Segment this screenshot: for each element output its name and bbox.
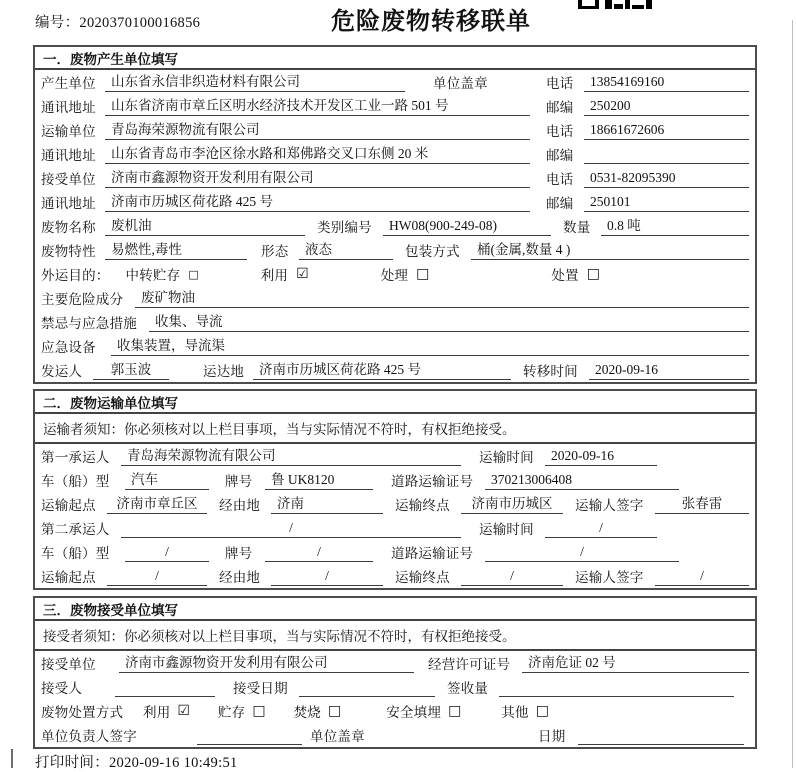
taboo-measures-value: 收集、导流 <box>149 312 749 332</box>
second-vehicle-type-label: 车（船）型 <box>41 546 110 561</box>
business-license-label: 经营许可证号 <box>428 657 511 672</box>
purpose-use-checkbox: ☑ <box>296 266 309 282</box>
row-transporter-address <box>35 142 755 166</box>
print-time-value: 2020-09-16 10:49:51 <box>109 755 238 771</box>
receiver-zip-label: 邮编 <box>546 196 574 211</box>
transporter-address-value: 山东省青岛市李沧区徐水路和郑佛路交叉口东侧 20 米 <box>105 144 530 164</box>
receiver-unit-value: 济南市鑫源物资开发利用有限公司 <box>105 168 530 188</box>
row-producer-address <box>35 94 755 118</box>
waste-traits-label: 废物特性 <box>41 244 96 259</box>
row-receiver-unit <box>35 166 755 190</box>
responsible-sign-label: 单位负责人签字 <box>41 729 137 744</box>
second-plate-label: 牌号 <box>225 546 253 561</box>
document-number-label: 编号： <box>35 15 80 31</box>
producer-unit-label: 产生单位 <box>41 76 96 91</box>
transfer-time-label: 转移时间 <box>523 364 578 379</box>
row-second-route <box>35 564 755 588</box>
taboo-measures-label: 禁忌与应急措施 <box>41 316 137 331</box>
first-route-via-label: 经由地 <box>219 498 261 513</box>
row-first-route <box>35 492 755 516</box>
first-route-end-value: 济南市历城区 <box>461 494 563 514</box>
document-number <box>35 11 200 32</box>
row-waste-traits <box>35 238 755 262</box>
purpose-option-storage-label: 中转贮存 <box>125 268 181 283</box>
page-title: 危险废物转移联单 <box>331 9 531 35</box>
transporter-phone-label: 电话 <box>546 124 574 139</box>
first-carrier-sign-label: 运输人签字 <box>575 498 644 513</box>
waste-form-label: 形态 <box>261 244 289 259</box>
transporter-unit-value: 青岛海荣源物流有限公司 <box>105 120 530 140</box>
second-vehicle-type-value: / <box>125 542 209 562</box>
waste-category-label: 类别编号 <box>317 220 372 235</box>
disposal-storage-checkbox: □ <box>252 703 266 719</box>
row-hazard-component <box>35 286 755 310</box>
purpose-treat-checkbox: □ <box>416 266 430 282</box>
receiver-zip-value: 250101 <box>584 192 749 212</box>
accept-unit-label: 接受单位 <box>41 657 96 672</box>
purpose-option-treat-label: 处理 <box>380 268 409 283</box>
second-plate-value: / <box>265 542 373 562</box>
section-receiver-heading: 三．废物接受单位填写 <box>35 598 755 621</box>
print-time-label: 打印时间： <box>35 755 109 771</box>
transporter-zip-label: 邮编 <box>546 148 574 163</box>
first-vehicle-type-label: 车（船）型 <box>41 474 110 489</box>
section-producer-heading: 一．废物产生单位填写 <box>35 47 755 70</box>
packing-label: 包装方式 <box>405 244 460 259</box>
producer-zip-value: 250200 <box>584 96 749 116</box>
disposal-use-checkbox: ☑ <box>177 703 190 719</box>
receipt-qty-value <box>499 677 734 697</box>
page-right-edge <box>792 20 793 768</box>
first-route-start-label: 运输起点 <box>41 498 96 513</box>
accept-unit-value: 济南市鑫源物资开发利用有限公司 <box>119 653 414 673</box>
disposal-landfill-checkbox: □ <box>448 703 462 719</box>
disposal-other-label: 其他 <box>501 705 529 720</box>
waste-name-value: 废机油 <box>105 216 305 236</box>
purpose-dispose-checkbox: □ <box>586 266 600 282</box>
row-second-carrier <box>35 516 755 540</box>
destination-value: 济南市历城区荷花路 425 号 <box>253 360 511 380</box>
first-route-end-label: 运输终点 <box>395 498 450 513</box>
shipper-label: 发运人 <box>41 364 83 379</box>
acceptor-value <box>115 677 215 697</box>
second-road-license-value: / <box>485 542 679 562</box>
receiver-unit-label: 接受单位 <box>41 172 96 187</box>
row-taboo-measures <box>35 310 755 334</box>
emergency-equipment-label: 应急设备 <box>41 340 96 355</box>
waste-category-value: HW08(900-249-08) <box>383 216 551 236</box>
transporter-phone-value: 18661672606 <box>584 120 749 140</box>
first-carrier-value: 青岛海荣源物流有限公司 <box>121 446 461 466</box>
producer-phone-value: 13854169160 <box>584 72 749 92</box>
receiver-phone-value: 0531-82095390 <box>584 168 749 188</box>
receiver-address-value: 济南市历城区荷花路 425 号 <box>105 192 530 212</box>
section-receiver <box>33 596 757 749</box>
acceptor-label: 接受人 <box>41 681 83 696</box>
destination-label: 运达地 <box>203 364 245 379</box>
second-route-via-label: 经由地 <box>219 570 261 585</box>
row-acceptor <box>35 675 755 699</box>
row-emergency-equipment <box>35 334 755 358</box>
business-license-value: 济南危证 02 号 <box>522 653 749 673</box>
receiver-seal-label: 单位盖章 <box>310 729 365 744</box>
packing-value: 桶(金属,数量 4 ) <box>471 240 749 260</box>
second-route-end-value: / <box>461 566 563 586</box>
receiver-phone-label: 电话 <box>546 172 574 187</box>
receiver-notice: 接受者须知：你必须核对以上栏目事项，当与实际情况不符时，有权拒绝接受。 <box>35 621 755 651</box>
document-number-value: 2020370100016856 <box>79 15 201 31</box>
transporter-zip-value <box>584 144 749 164</box>
row-waste-name <box>35 214 755 238</box>
second-route-start-value: / <box>107 566 207 586</box>
row-responsible-sign <box>35 723 755 747</box>
second-carrier-sign-value: / <box>655 566 749 586</box>
first-vehicle-type-value: 汽车 <box>125 470 209 490</box>
second-route-end-label: 运输终点 <box>395 570 450 585</box>
disposal-storage-label: 贮存 <box>217 705 246 720</box>
purpose-label: 外运目的： <box>41 268 110 283</box>
producer-phone-label: 电话 <box>546 76 574 91</box>
print-time <box>35 751 238 772</box>
disposal-incinerate-checkbox: □ <box>328 703 342 719</box>
accept-date-label: 接受日期 <box>233 681 288 696</box>
second-road-license-label: 道路运输证号 <box>391 546 474 561</box>
section-transporter-heading: 二．废物运输单位填写 <box>35 391 755 414</box>
waste-traits-value: 易燃性,毒性 <box>105 240 247 260</box>
producer-address-label: 通讯地址 <box>41 100 96 115</box>
transporter-unit-label: 运输单位 <box>41 124 96 139</box>
second-transport-time-value: / <box>545 518 657 538</box>
emergency-equipment-value: 收集装置，导流渠 <box>111 336 749 356</box>
producer-unit-value: 山东省永信非织造材料有限公司 <box>105 72 405 92</box>
first-transport-time-value: 2020-09-16 <box>545 446 657 466</box>
first-plate-label: 牌号 <box>225 474 253 489</box>
accept-date-value <box>299 677 435 697</box>
disposal-method-label: 废物处置方式 <box>41 705 124 720</box>
producer-address-value: 山东省济南市章丘区明水经济技术开发区工业一路 501 号 <box>105 96 530 116</box>
first-road-license-label: 道路运输证号 <box>391 474 474 489</box>
first-route-start-value: 济南市章丘区 <box>107 494 207 514</box>
qr-code-fragment <box>578 0 652 9</box>
purpose-storage-checkbox: □ <box>188 267 199 281</box>
second-transport-time-label: 运输时间 <box>479 522 534 537</box>
row-producer-unit <box>35 70 755 94</box>
row-disposal-method <box>35 699 755 723</box>
waste-form-value: 液态 <box>299 240 393 260</box>
waste-qty-label: 数量 <box>563 220 591 235</box>
first-carrier-label: 第一承运人 <box>41 450 110 465</box>
transporter-notice: 运输者须知：你必须核对以上栏目事项，当与实际情况不符时，有权拒绝接受。 <box>35 414 755 444</box>
transporter-address-label: 通讯地址 <box>41 148 96 163</box>
shipper-value: 郭玉波 <box>93 360 169 380</box>
row-transporter-unit <box>35 118 755 142</box>
hazard-component-value: 废矿物油 <box>135 288 749 308</box>
producer-zip-label: 邮编 <box>546 100 574 115</box>
row-first-carrier <box>35 444 755 468</box>
row-receiver-address <box>35 190 755 214</box>
row-transfer-purpose <box>35 262 755 286</box>
transfer-time-value: 2020-09-16 <box>589 360 749 380</box>
manifest-form <box>33 45 757 749</box>
first-transport-time-label: 运输时间 <box>479 450 534 465</box>
section-transporter <box>33 389 757 590</box>
row-shipper <box>35 358 755 382</box>
disposal-landfill-label: 安全填埋 <box>386 705 442 720</box>
waste-qty-value: 0.8 吨 <box>601 216 749 236</box>
second-route-via-value: / <box>271 566 383 586</box>
purpose-option-dispose-label: 处置 <box>551 268 579 283</box>
responsible-sign-value <box>197 725 302 745</box>
row-first-vehicle <box>35 468 755 492</box>
row-accept-unit <box>35 651 755 675</box>
purpose-option-use-label: 利用 <box>260 268 289 283</box>
section-producer <box>33 45 757 384</box>
receiver-address-label: 通讯地址 <box>41 196 96 211</box>
second-carrier-value: / <box>121 518 461 538</box>
disposal-incinerate-label: 焚烧 <box>293 705 322 720</box>
first-road-license-value: 370213006408 <box>485 470 679 490</box>
first-carrier-sign-value: 张春雷 <box>655 494 749 514</box>
first-route-via-value: 济南 <box>271 494 383 514</box>
waste-name-label: 废物名称 <box>41 220 96 235</box>
receiver-date-label: 日期 <box>538 729 566 744</box>
second-carrier-sign-label: 运输人签字 <box>575 570 644 585</box>
second-route-start-label: 运输起点 <box>41 570 96 585</box>
disposal-other-checkbox: □ <box>535 703 549 719</box>
hazard-component-label: 主要危险成分 <box>41 292 124 307</box>
second-carrier-label: 第二承运人 <box>41 522 110 537</box>
receiver-date-value <box>578 725 744 745</box>
receipt-qty-label: 签收量 <box>447 681 489 696</box>
first-plate-value: 鲁 UK8120 <box>265 470 373 490</box>
disposal-use-label: 利用 <box>143 705 171 720</box>
producer-seal-label: 单位盖章 <box>433 76 488 91</box>
row-second-vehicle <box>35 540 755 564</box>
page-corner-mark <box>11 749 13 768</box>
